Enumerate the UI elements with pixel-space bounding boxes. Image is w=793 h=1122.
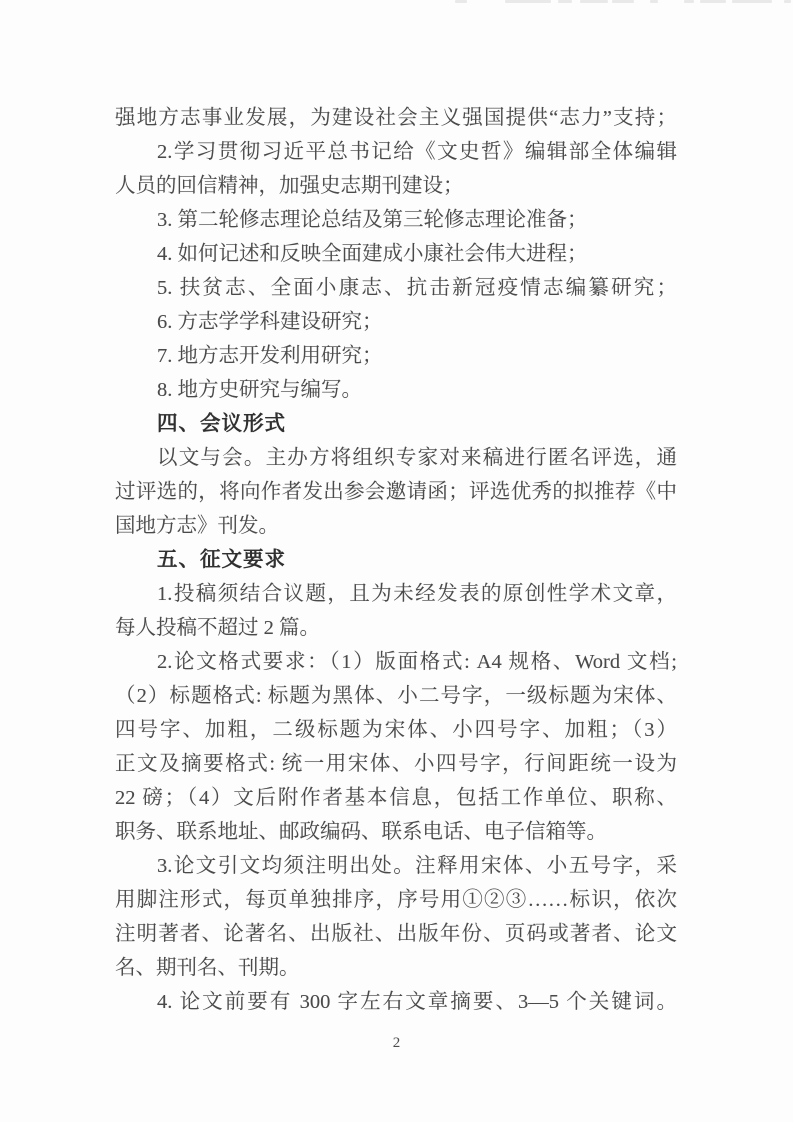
page-number: 2: [392, 1035, 401, 1051]
scan-artifact: [784, 0, 791, 3]
text-line-16: 每人投稿不超过 2 篇。: [115, 617, 320, 639]
text-line-05: 4. 如何记述和反映全面建成小康社会伟大进程；: [157, 243, 588, 265]
text-line-13: 国地方志》刊发。: [115, 515, 279, 537]
text-line-07: 6. 方志学学科建设研究；: [157, 311, 383, 333]
text-line-11: 以文与会。主办方将组织专家对来稿进行匿名评选，通: [157, 447, 677, 469]
text-line-01: 强地方志事业发展，为建设社会主义强国提供“志力”支持；: [115, 107, 677, 129]
text-line-18: （2）标题格式: 标题为黑体、小二号字，一级标题为宋体、: [115, 685, 677, 707]
text-line-17: 2.论文格式要求：（1）版面格式: A4 规格、Word 文档;: [157, 651, 677, 673]
section-heading-submission-requirements: 五、征文要求: [157, 548, 286, 571]
text-line-20: 正文及摘要格式: 统一用宋体、小四号字，行间距统一设为: [115, 753, 677, 775]
text-line-06: 5. 扶贫志、全面小康志、抗击新冠疫情志编纂研究；: [157, 277, 677, 299]
text-line-27: 4. 论文前要有 300 字左右文章摘要、3—5 个关键词。: [157, 991, 677, 1013]
text-line-21: 22 磅；（4）文后附作者基本信息，包括工作单位、职称、: [115, 787, 677, 809]
text-line-12: 过评选的，将向作者发出参会邀请函；评选优秀的拟推荐《中: [115, 481, 677, 503]
text-line-26: 名、期刊名、刊期。: [115, 957, 300, 979]
text-line-24: 用脚注形式，每页单独排序，序号用①②③……标识，依次: [115, 889, 677, 911]
text-line-04: 3. 第二轮修志理论总结及第三轮修志理论准备；: [157, 209, 588, 231]
scan-artifact: [505, 0, 551, 3]
scan-artifact: [650, 0, 658, 3]
document-body: [115, 101, 677, 1019]
text-line-25: 注明著者、论著名、出版社、出版年份、页码或著者、论文: [115, 923, 677, 945]
scan-artifact: [732, 0, 772, 3]
text-line-22: 职务、联系地址、邮政编码、联系电话、电子信箱等。: [115, 821, 607, 843]
scan-artifact: [580, 0, 608, 3]
text-line-08: 7. 地方志开发利用研究；: [157, 345, 383, 367]
text-line-23: 3.论文引文均须注明出处。注释用宋体、小五号字，采: [157, 855, 677, 877]
section-heading-meeting-format: 四、会议形式: [157, 412, 286, 435]
text-line-15: 1.投稿须结合议题，且为未经发表的原创性学术文章，: [157, 583, 677, 605]
text-line-19: 四号字、加粗，二级标题为宋体、小四号字、加粗；（3）: [115, 719, 677, 741]
scan-artifact: [455, 0, 467, 3]
scan-artifact: [684, 0, 694, 3]
text-line-02: 2.学习贯彻习近平总书记给《文史哲》编辑部全体编辑: [157, 141, 677, 163]
scan-artifact: [612, 0, 634, 3]
scan-artifact: [700, 0, 726, 3]
scan-artifact: [558, 0, 572, 3]
text-line-03: 人员的回信精神，加强史志期刊建设；: [115, 175, 464, 197]
text-line-09: 8. 地方史研究与编写。: [157, 379, 362, 401]
